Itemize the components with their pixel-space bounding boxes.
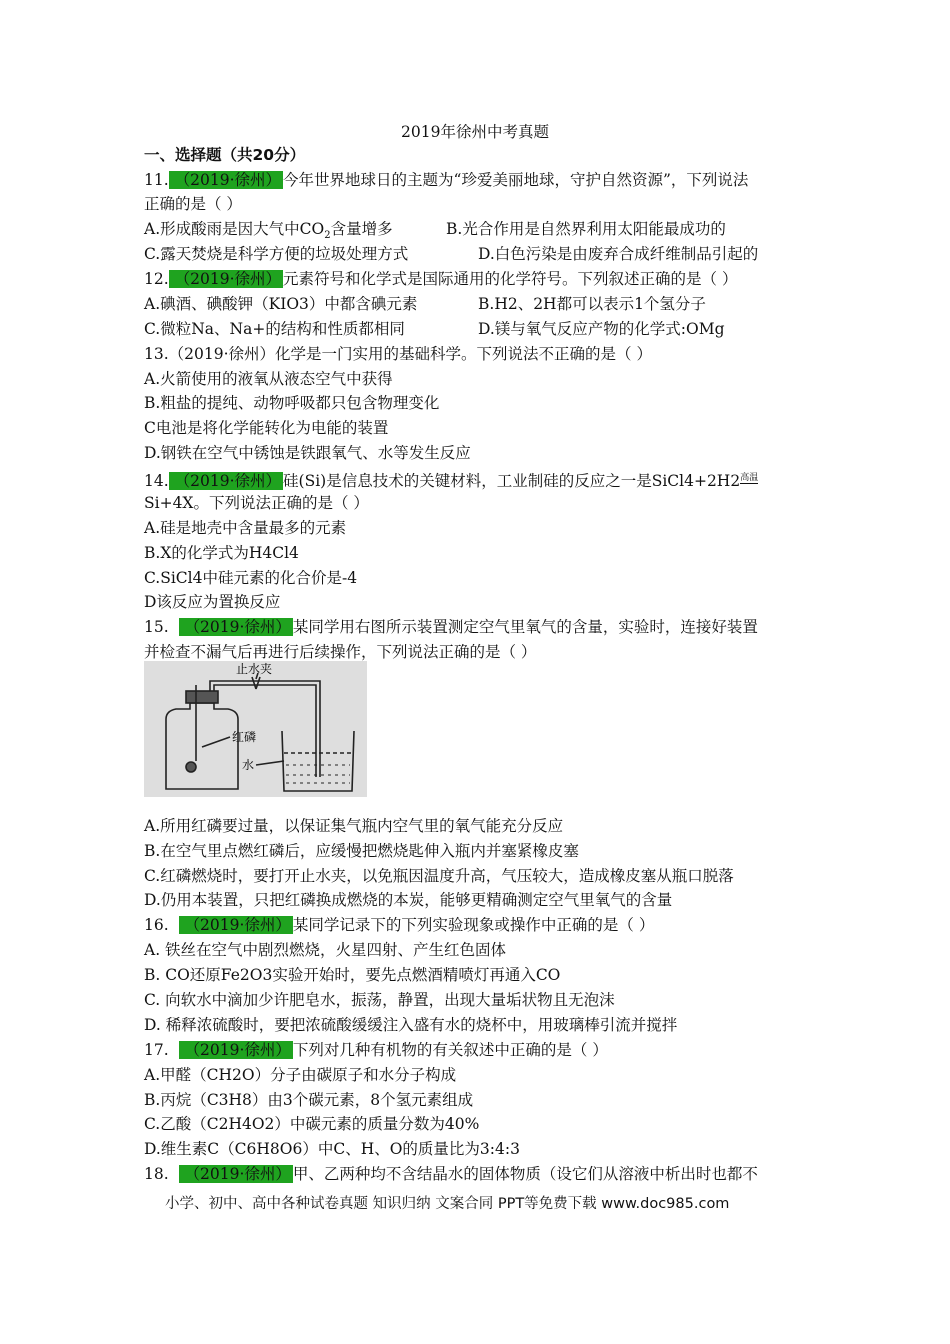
q11-stem: 11. （2019·徐州） 今年世界地球日的主题为“珍爱美丽地球，守护自然资源”，下列说法 (144, 171, 749, 189)
q14-stem-cont: Si+4X。下列说法正确的是（ ） (144, 494, 369, 512)
q15-option-c: C.红磷燃烧时，要打开止水夹，以免瓶因温度升高，气压较大，造成橡皮塞从瓶口脱落 (144, 867, 734, 885)
q15-stem: 15. （2019·徐州） 某同学用右图所示装置测定空气里氧气的含量，实验时，连接好装置 (144, 618, 758, 636)
q14-option-d: D该反应为置换反应 (144, 593, 281, 611)
q16-option-a: A. 铁丝在空气中剧烈燃烧，火星四射、产生红色固体 (144, 941, 507, 959)
q12-stem: 12. （2019·徐州） 元素符号和化学式是国际通用的化学符号。下列叙述正确的是（ ） (144, 270, 738, 288)
q16-source-tag: （2019·徐州） (179, 916, 293, 934)
q14-source-tag: （2019·徐州） (169, 472, 283, 490)
q13-option-d: D.钢铁在空气中锈蚀是铁跟氧气、水等发生反应 (144, 444, 471, 462)
q17-option-d: D.维生素C（C6H8O6）中C、H、O的质量比为3:4:3 (144, 1140, 520, 1158)
page-footer: 小学、初中、高中各种试卷真题 知识归纳 文案合同 PPT等免费下载 www.doc985.com (165, 1196, 730, 1212)
label-phosphorus: 红磷 (232, 730, 257, 744)
label-water: 水 (242, 758, 255, 772)
q12-source-tag: （2019·徐州） (169, 270, 283, 288)
q14-option-b: B.X的化学式为H4Cl4 (144, 544, 299, 562)
q15-source-tag: （2019·徐州） (179, 618, 293, 636)
q14-option-a: A.硅是地壳中含量最多的元素 (144, 519, 347, 537)
q17-source-tag: （2019·徐州） (179, 1041, 293, 1059)
q12-option-d: D.镁与氧气反应产物的化学式:OMg (478, 320, 725, 338)
q15-option-a: A.所用红磷要过量，以保证集气瓶内空气里的氧气能充分反应 (144, 817, 564, 835)
q11-option-d: D.白色污染是由废弃合成纤维制品引起的 (478, 245, 759, 263)
q16-stem: 16. （2019·徐州） 某同学记录下的下列实验现象或操作中正确的是（ ） (144, 916, 655, 934)
q17-option-c: C.乙酸（C2H4O2）中碳元素的质量分数为40% (144, 1115, 480, 1133)
q15-option-b: B.在空气里点燃红磷后，应缓慢把燃烧匙伸入瓶内并塞紧橡皮塞 (144, 842, 579, 860)
q17-option-b: B.丙烷（C3H8）由3个碳元素，8个氢元素组成 (144, 1091, 474, 1109)
q14-stem: 14. （2019·徐州） 硅(Si)是信息技术的关键材料，工业制硅的反应之一是$SiCl4+2H2^{高温}$ (144, 472, 759, 490)
label-clip: 止水夹 (236, 662, 273, 676)
apparatus-figure (144, 661, 367, 797)
q16-option-d: D. 稀释浓硫酸时，要把浓硫酸缓缓注入盛有水的烧杯中，用玻璃棒引流并搅拌 (144, 1016, 678, 1034)
section-heading: 一、选择题（共20分） (144, 146, 306, 164)
q17-option-a: A.甲醛（CH2O）分子由碳原子和水分子构成 (144, 1066, 457, 1084)
q13-option-a: A.火箭使用的液氧从液态空气中获得 (144, 370, 393, 388)
q11-option-a: A.形成酸雨是因大气中$CO_2$含量增多 (144, 220, 393, 242)
q17-stem: 17. （2019·徐州） 下列对几种有机物的有关叙述中正确的是（ ） (144, 1041, 608, 1059)
q16-option-c: C. 向软水中滴加少许肥皂水，振荡，静置，出现大量垢状物且无泡沫 (144, 991, 615, 1009)
q15-option-d: D.仍用本装置，只把红磷换成燃烧的本炭，能够更精确测定空气里氧气的含量 (144, 891, 673, 909)
q18-stem: 18. （2019·徐州） 甲、乙两种均不含结晶水的固体物质（设它们从溶液中析出时也都不 (144, 1165, 758, 1183)
q11-option-b: B.光合作用是自然界利用太阳能最成功的 (446, 220, 726, 238)
q12-option-a: A.碘酒、碘酸钾（KIO3）中都含碘元素 (144, 295, 418, 313)
q14-option-c: C.SiCl4中硅元素的化合价是-4 (144, 569, 358, 587)
q14-condition: 高温 (740, 473, 759, 483)
q11-stem-cont: 正确的是（ ） (144, 195, 242, 213)
q13-option-c: C电池是将化学能转化为电能的装置 (144, 419, 389, 437)
q16-option-b: B. CO还原Fe2O3实验开始时，要先点燃酒精喷灯再通入CO (144, 966, 561, 984)
q13-option-b: B.粗盐的提纯、动物呼吸都只包含物理变化 (144, 394, 440, 412)
q18-source-tag: （2019·徐州） (179, 1165, 293, 1183)
page-title: 2019年徐州中考真题 (401, 123, 549, 141)
q15-stem-cont: 并检查不漏气后再进行后续操作，下列说法正确的是（ ） (144, 643, 537, 661)
q11-source-tag: （2019·徐州） (169, 171, 283, 189)
q12-option-b: B.H2、2H都可以表示1个氢分子 (478, 295, 706, 313)
q11-option-c: C.露天焚烧是科学方便的垃圾处理方式 (144, 245, 409, 263)
q13-stem: 13.（2019·徐州）化学是一门实用的基础科学。下列说法不正确的是（ ） (144, 345, 652, 363)
q12-option-c: C.微粒Na、Na+的结构和性质都相同 (144, 320, 405, 338)
apparatus-drawing (144, 661, 367, 797)
